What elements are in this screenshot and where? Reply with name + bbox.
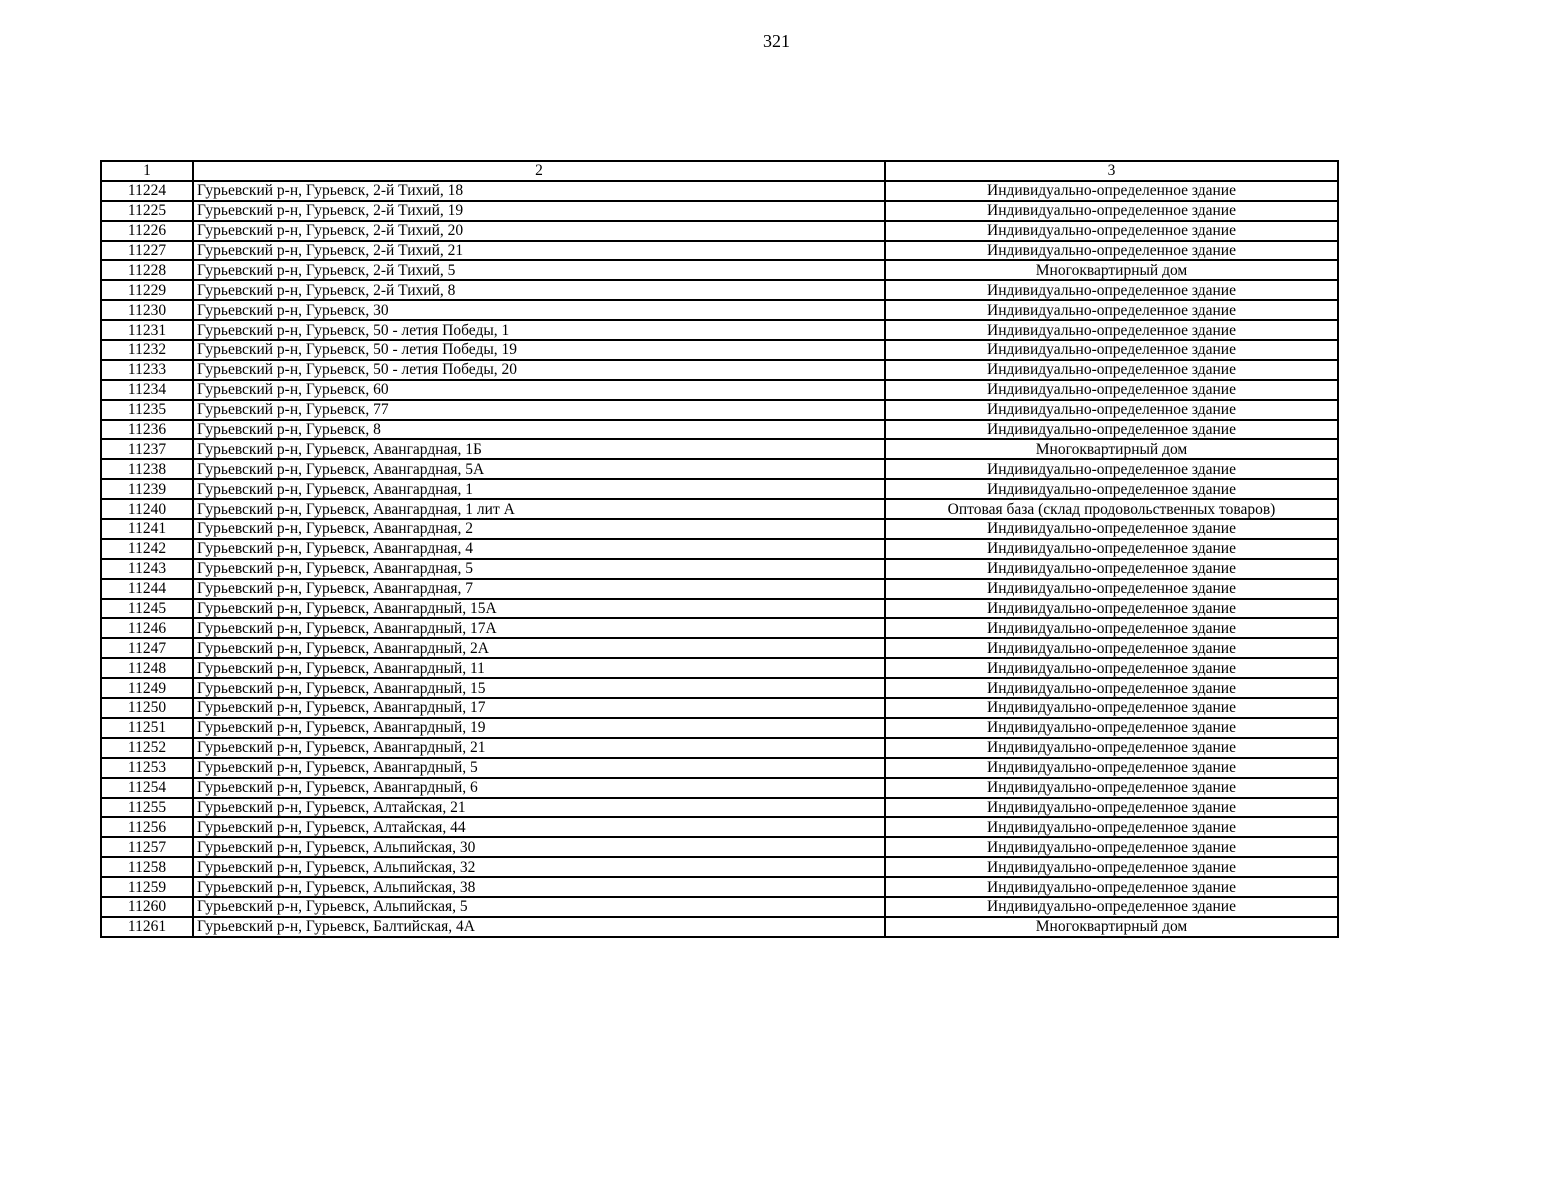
address-cell: Гурьевский р-н, Гурьевск, 2-й Тихий, 18	[193, 181, 885, 201]
row-number-cell: 11239	[101, 479, 193, 499]
object-type-cell: Индивидуально-определенное здание	[885, 778, 1338, 798]
table-row	[101, 638, 1338, 658]
address-cell: Гурьевский р-н, Гурьевск, 8	[193, 420, 885, 440]
address-cell: Гурьевский р-н, Гурьевск, Авангардный, 19	[193, 718, 885, 738]
object-type-cell: Индивидуально-определенное здание	[885, 241, 1338, 261]
row-number-cell: 11226	[101, 221, 193, 241]
object-type-cell: Индивидуально-определенное здание	[885, 320, 1338, 340]
row-number-cell: 11256	[101, 817, 193, 837]
address-cell: Гурьевский р-н, Гурьевск, Альпийская, 32	[193, 857, 885, 877]
row-number-cell: 11250	[101, 698, 193, 718]
row-number-cell: 11244	[101, 579, 193, 599]
table-row	[101, 479, 1338, 499]
row-number-cell: 11252	[101, 738, 193, 758]
row-number-cell: 11257	[101, 837, 193, 857]
table-row	[101, 420, 1338, 440]
table-row	[101, 618, 1338, 638]
object-type-cell: Индивидуально-определенное здание	[885, 798, 1338, 818]
address-cell: Гурьевский р-н, Гурьевск, 50 - летия Победы, 19	[193, 340, 885, 360]
row-number-cell: 11237	[101, 439, 193, 459]
object-type-cell: Индивидуально-определенное здание	[885, 400, 1338, 420]
address-cell: Гурьевский р-н, Гурьевск, 30	[193, 300, 885, 320]
row-number-cell: 11245	[101, 599, 193, 619]
table-row	[101, 857, 1338, 877]
object-type-cell: Индивидуально-определенное здание	[885, 181, 1338, 201]
object-type-cell: Индивидуально-определенное здание	[885, 738, 1338, 758]
address-cell: Гурьевский р-н, Гурьевск, Авангардная, 2	[193, 519, 885, 539]
row-number-cell: 11242	[101, 539, 193, 559]
object-type-cell: Индивидуально-определенное здание	[885, 618, 1338, 638]
row-number-cell: 11238	[101, 459, 193, 479]
table-row	[101, 758, 1338, 778]
address-cell: Гурьевский р-н, Гурьевск, Альпийская, 30	[193, 837, 885, 857]
table-row	[101, 360, 1338, 380]
address-cell: Гурьевский р-н, Гурьевск, Авангардный, 2А	[193, 638, 885, 658]
object-type-cell: Многоквартирный дом	[885, 917, 1338, 937]
row-number-cell: 11260	[101, 897, 193, 917]
table-row	[101, 917, 1338, 937]
address-cell: Гурьевский р-н, Гурьевск, Алтайская, 44	[193, 817, 885, 837]
object-type-cell: Индивидуально-определенное здание	[885, 519, 1338, 539]
row-number-cell: 11232	[101, 340, 193, 360]
table-row	[101, 499, 1338, 519]
row-number-cell: 11233	[101, 360, 193, 380]
row-number-cell: 11227	[101, 241, 193, 261]
object-type-cell: Индивидуально-определенное здание	[885, 678, 1338, 698]
address-cell: Гурьевский р-н, Гурьевск, Авангардная, 5	[193, 559, 885, 579]
address-cell: Гурьевский р-н, Гурьевск, Авангардный, 17А	[193, 618, 885, 638]
registry-table	[100, 160, 1339, 938]
table-row	[101, 241, 1338, 261]
object-type-cell: Индивидуально-определенное здание	[885, 280, 1338, 300]
column-header-3: 3	[885, 161, 1338, 181]
column-header-2: 2	[193, 161, 885, 181]
table-row	[101, 300, 1338, 320]
table-row	[101, 658, 1338, 678]
row-number-cell: 11254	[101, 778, 193, 798]
table-row	[101, 380, 1338, 400]
table-row	[101, 579, 1338, 599]
table-row	[101, 181, 1338, 201]
table-row	[101, 817, 1338, 837]
table-row	[101, 877, 1338, 897]
row-number-cell: 11258	[101, 857, 193, 877]
object-type-cell: Индивидуально-определенное здание	[885, 300, 1338, 320]
object-type-cell: Многоквартирный дом	[885, 260, 1338, 280]
table-row	[101, 519, 1338, 539]
table-row	[101, 260, 1338, 280]
column-header-1: 1	[101, 161, 193, 181]
row-number-cell: 11228	[101, 260, 193, 280]
row-number-cell: 11234	[101, 380, 193, 400]
row-number-cell: 11225	[101, 201, 193, 221]
address-cell: Гурьевский р-н, Гурьевск, Балтийская, 4А	[193, 917, 885, 937]
address-cell: Гурьевский р-н, Гурьевск, Авангардная, 7	[193, 579, 885, 599]
object-type-cell: Индивидуально-определенное здание	[885, 638, 1338, 658]
table-row	[101, 459, 1338, 479]
row-number-cell: 11243	[101, 559, 193, 579]
address-cell: Гурьевский р-н, Гурьевск, Авангардный, 21	[193, 738, 885, 758]
row-number-cell: 11240	[101, 499, 193, 519]
object-type-cell: Индивидуально-определенное здание	[885, 420, 1338, 440]
table-row	[101, 559, 1338, 579]
row-number-cell: 11231	[101, 320, 193, 340]
address-cell: Гурьевский р-н, Гурьевск, Алтайская, 21	[193, 798, 885, 818]
table-body	[101, 181, 1338, 937]
address-cell: Гурьевский р-н, Гурьевск, Альпийская, 38	[193, 877, 885, 897]
object-type-cell: Индивидуально-определенное здание	[885, 201, 1338, 221]
row-number-cell: 11246	[101, 618, 193, 638]
object-type-cell: Многоквартирный дом	[885, 439, 1338, 459]
object-type-cell: Индивидуально-определенное здание	[885, 718, 1338, 738]
row-number-cell: 11255	[101, 798, 193, 818]
address-cell: Гурьевский р-н, Гурьевск, Авангардная, 1	[193, 479, 885, 499]
table-row	[101, 778, 1338, 798]
row-number-cell: 11236	[101, 420, 193, 440]
object-type-cell: Индивидуально-определенное здание	[885, 698, 1338, 718]
table-row	[101, 280, 1338, 300]
object-type-cell: Индивидуально-определенное здание	[885, 559, 1338, 579]
row-number-cell: 11230	[101, 300, 193, 320]
object-type-cell: Индивидуально-определенное здание	[885, 758, 1338, 778]
row-number-cell: 11253	[101, 758, 193, 778]
row-number-cell: 11229	[101, 280, 193, 300]
address-cell: Гурьевский р-н, Гурьевск, 2-й Тихий, 19	[193, 201, 885, 221]
address-cell: Гурьевский р-н, Гурьевск, 2-й Тихий, 8	[193, 280, 885, 300]
object-type-cell: Индивидуально-определенное здание	[885, 380, 1338, 400]
table-row	[101, 439, 1338, 459]
object-type-cell: Индивидуально-определенное здание	[885, 221, 1338, 241]
table-row	[101, 400, 1338, 420]
object-type-cell: Индивидуально-определенное здание	[885, 579, 1338, 599]
table-row	[101, 837, 1338, 857]
address-cell: Гурьевский р-н, Гурьевск, Авангардная, 1Б	[193, 439, 885, 459]
address-cell: Гурьевский р-н, Гурьевск, 2-й Тихий, 5	[193, 260, 885, 280]
object-type-cell: Индивидуально-определенное здание	[885, 360, 1338, 380]
row-number-cell: 11249	[101, 678, 193, 698]
address-cell: Гурьевский р-н, Гурьевск, Альпийская, 5	[193, 897, 885, 917]
object-type-cell: Индивидуально-определенное здание	[885, 897, 1338, 917]
row-number-cell: 11251	[101, 718, 193, 738]
address-cell: Гурьевский р-н, Гурьевск, 60	[193, 380, 885, 400]
address-cell: Гурьевский р-н, Гурьевск, Авангардный, 11	[193, 658, 885, 678]
table-row	[101, 897, 1338, 917]
table-row	[101, 738, 1338, 758]
object-type-cell: Индивидуально-определенное здание	[885, 340, 1338, 360]
table-row	[101, 201, 1338, 221]
object-type-cell: Индивидуально-определенное здание	[885, 877, 1338, 897]
address-cell: Гурьевский р-н, Гурьевск, Авангардный, 15	[193, 678, 885, 698]
table-row	[101, 340, 1338, 360]
address-cell: Гурьевский р-н, Гурьевск, Авангардный, 17	[193, 698, 885, 718]
address-cell: Гурьевский р-н, Гурьевск, Авангардный, 15А	[193, 599, 885, 619]
object-type-cell: Индивидуально-определенное здание	[885, 857, 1338, 877]
row-number-cell: 11261	[101, 917, 193, 937]
object-type-cell: Индивидуально-определенное здание	[885, 479, 1338, 499]
table-header	[101, 161, 1338, 181]
object-type-cell: Индивидуально-определенное здание	[885, 658, 1338, 678]
address-cell: Гурьевский р-н, Гурьевск, Авангардная, 1 лит А	[193, 499, 885, 519]
address-cell: Гурьевский р-н, Гурьевск, 2-й Тихий, 21	[193, 241, 885, 261]
row-number-cell: 11247	[101, 638, 193, 658]
table-row	[101, 221, 1338, 241]
table-row	[101, 718, 1338, 738]
table-row	[101, 698, 1338, 718]
table-row	[101, 599, 1338, 619]
table-row	[101, 798, 1338, 818]
row-number-cell: 11235	[101, 400, 193, 420]
address-cell: Гурьевский р-н, Гурьевск, 77	[193, 400, 885, 420]
page-number: 321	[763, 31, 790, 51]
row-number-cell: 11248	[101, 658, 193, 678]
address-cell: Гурьевский р-н, Гурьевск, Авангардная, 4	[193, 539, 885, 559]
address-cell: Гурьевский р-н, Гурьевск, 50 - летия Победы, 20	[193, 360, 885, 380]
address-cell: Гурьевский р-н, Гурьевск, Авангардный, 6	[193, 778, 885, 798]
address-cell: Гурьевский р-н, Гурьевск, 50 - летия Победы, 1	[193, 320, 885, 340]
object-type-cell: Индивидуально-определенное здание	[885, 837, 1338, 857]
object-type-cell: Индивидуально-определенное здание	[885, 817, 1338, 837]
row-number-cell: 11224	[101, 181, 193, 201]
table-row	[101, 678, 1338, 698]
header-row	[101, 161, 1338, 181]
object-type-cell: Индивидуально-определенное здание	[885, 539, 1338, 559]
table-row	[101, 539, 1338, 559]
object-type-cell: Индивидуально-определенное здание	[885, 459, 1338, 479]
object-type-cell: Индивидуально-определенное здание	[885, 599, 1338, 619]
address-cell: Гурьевский р-н, Гурьевск, 2-й Тихий, 20	[193, 221, 885, 241]
table-row	[101, 320, 1338, 340]
row-number-cell: 11259	[101, 877, 193, 897]
object-type-cell: Оптовая база (склад продовольственных товаров)	[885, 499, 1338, 519]
address-cell: Гурьевский р-н, Гурьевск, Авангардный, 5	[193, 758, 885, 778]
row-number-cell: 11241	[101, 519, 193, 539]
address-cell: Гурьевский р-н, Гурьевск, Авангардная, 5А	[193, 459, 885, 479]
